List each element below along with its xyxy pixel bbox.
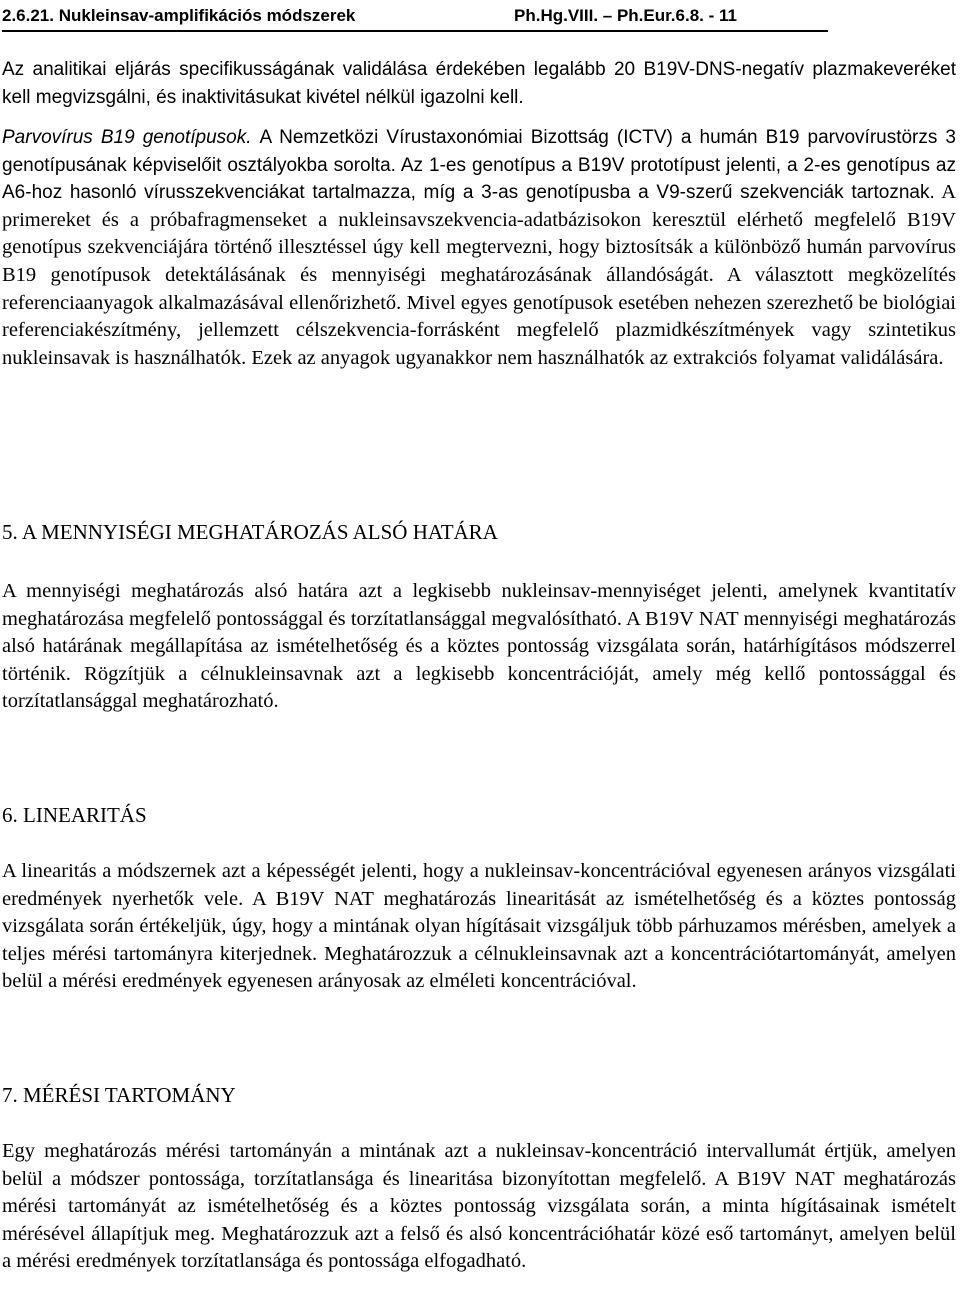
section-5-text: A mennyiségi meghatározás alsó határa azt a legkisebb nukleinsav-mennyiséget jelenti, amelynek kvantitatív meghatározása megfelelő pontossággal és torzítatlansággal megvalósítható. A B19V NAT mennyiségi meghatározás alsó határának megállapítása az ismételhetőség és a köztes pontosság vizsgálata során, határhígításos módszerrel történik. Rögzítjük a célnukleinsavnak azt a legkisebb koncentrációját, amely még kellő pontossággal és torzítatlansággal meghatározható. bbox=[2, 580, 956, 713]
page-header bbox=[2, 4, 828, 32]
header-chapter-title: 2.6.21. Nukleinsav-amplifikációs módszerek bbox=[2, 6, 356, 25]
section-7-heading: 7. MÉRÉSI TARTOMÁNY bbox=[2, 1083, 236, 1107]
genotypes-serif-text: A primereket és a próbafragmenseket a nukleinsavszekvencia-adatbázisokon keresztül elérhető megfelelő B19V genotípus szekvenciájára történő illesztéssel úgy kell megtervezni, hogy biztosítsák a különböző humán parvovírus B19 genotípusok detektálásának és mennyiségi meghatározásának állandóságát. A választott megközelítés referenciaanyagok alkalmazásával ellenőrizhető. Mivel egyes genotípusok esetében nehezen szerezhető be biológiai referenciakészítmény, jellemzett célszekvencia-forrásként megfelelő plazmidkészítmények vagy szintetikus nukleinsavak is használhatók. Ezek az anyagok ugyanakkor nem használhatók az extrakciós folyamat validálására. bbox=[2, 181, 956, 369]
genotypes-title: Parvovírus B19 genotípusok. bbox=[2, 127, 252, 148]
section-7-text: Egy meghatározás mérési tartományán a mintának azt a nukleinsav-koncentráció intervallumát értjük, amelyen belül a módszer pontossága, torzítatlansága és linearitása bizonyítottan megfelelő. A B19V NAT meghatározás mérési tartományát az ismételhetőség és a köztes pontosság vizsgálata során, a minta hígításainak ismételt mérésével állapítjuk meg. Meghatározzuk azt a felső és alsó koncentrációhatár közé eső tartományt, amelyen belül a mérési eredmények torzítatlansága és pontossága elfogadható. bbox=[2, 1140, 956, 1273]
section-6-heading: 6. LINEARITÁS bbox=[2, 803, 147, 827]
section-6-text: A linearitás a módszernek azt a képességét jelenti, hogy a nukleinsav-koncentrációval egyenesen arányos vizsgálati eredmények nyerhetők vele. A B19V NAT meghatározás linearitását az ismételhetőség és a köztes pontosság vizsgálata során értékeljük, úgy, hogy a mintának olyan hígításait vizsgáljuk több párhuzamos mérésben, amelyek a teljes mérési tartományra kiterjednek. Meghatározzuk a célnukleinsavnak azt a koncentrációtartományát, amelyen belül a mérési eredmények egyenesen arányosak az elméleti koncentrációval. bbox=[2, 860, 956, 993]
genotypes-paragraph bbox=[2, 124, 956, 372]
intro-paragraph: Az analitikai eljárás specifikusságának validálása érdekében legalább 20 B19V-DNS-negatív plazmakeveréket kell megvizsgálni, és inaktivitásukat kivétel nélkül igazolni kell. bbox=[2, 59, 956, 108]
header-pharmacopoeia-ref: Ph.Hg.VIII. – Ph.Eur.6.8. - 11 bbox=[514, 6, 737, 25]
genotypes-sans-text: A Nemzetközi Vírustaxonómiai Bizottság (ICTV) a humán B19 parvovírustörzs 3 genotípusának képviselőit osztályokba sorolta. Az 1-es genotípus a B19V prototípust jelenti, a 2-es genotípus az A6-hoz hasonló vírusszekvenciákat tartalmazza, míg a 3-as genotípusba a V9-szerű szekvenciák tartoznak. bbox=[2, 127, 957, 204]
section-5-heading: 5. A MENNYISÉGI MEGHATÁROZÁS ALSÓ HATÁRA bbox=[2, 520, 498, 544]
